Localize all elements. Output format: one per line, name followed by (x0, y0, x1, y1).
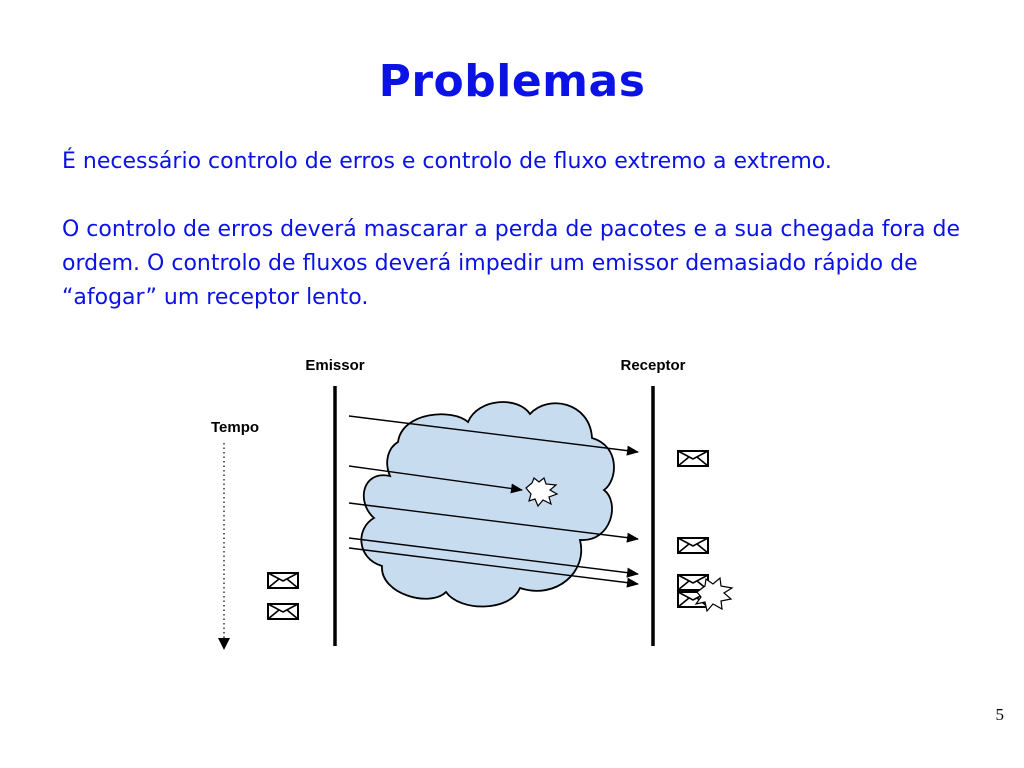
time-arrow-icon (218, 638, 230, 650)
slide-title: Problemas (378, 56, 646, 107)
time-label: Tempo (210, 419, 260, 436)
envelope-icon (678, 538, 708, 553)
page-number: 5 (995, 705, 1004, 724)
paragraph-details: O controlo de erros deverá mascarar a perda de pacotes e a sua chegada fora de ordem. O controlo de fluxos deverá impedir um emissor demasiado rápido de “afogar” um receptor lento. (62, 217, 961, 310)
envelope-icon (268, 604, 298, 619)
envelope-icon (268, 573, 298, 588)
envelope-icon (678, 451, 708, 466)
paragraph-intro: É necessário controlo de erros e controlo de fluxo extremo a extremo. (62, 149, 832, 174)
receiver-label: Receptor (620, 357, 686, 374)
sender-label: Emissor (305, 357, 365, 374)
